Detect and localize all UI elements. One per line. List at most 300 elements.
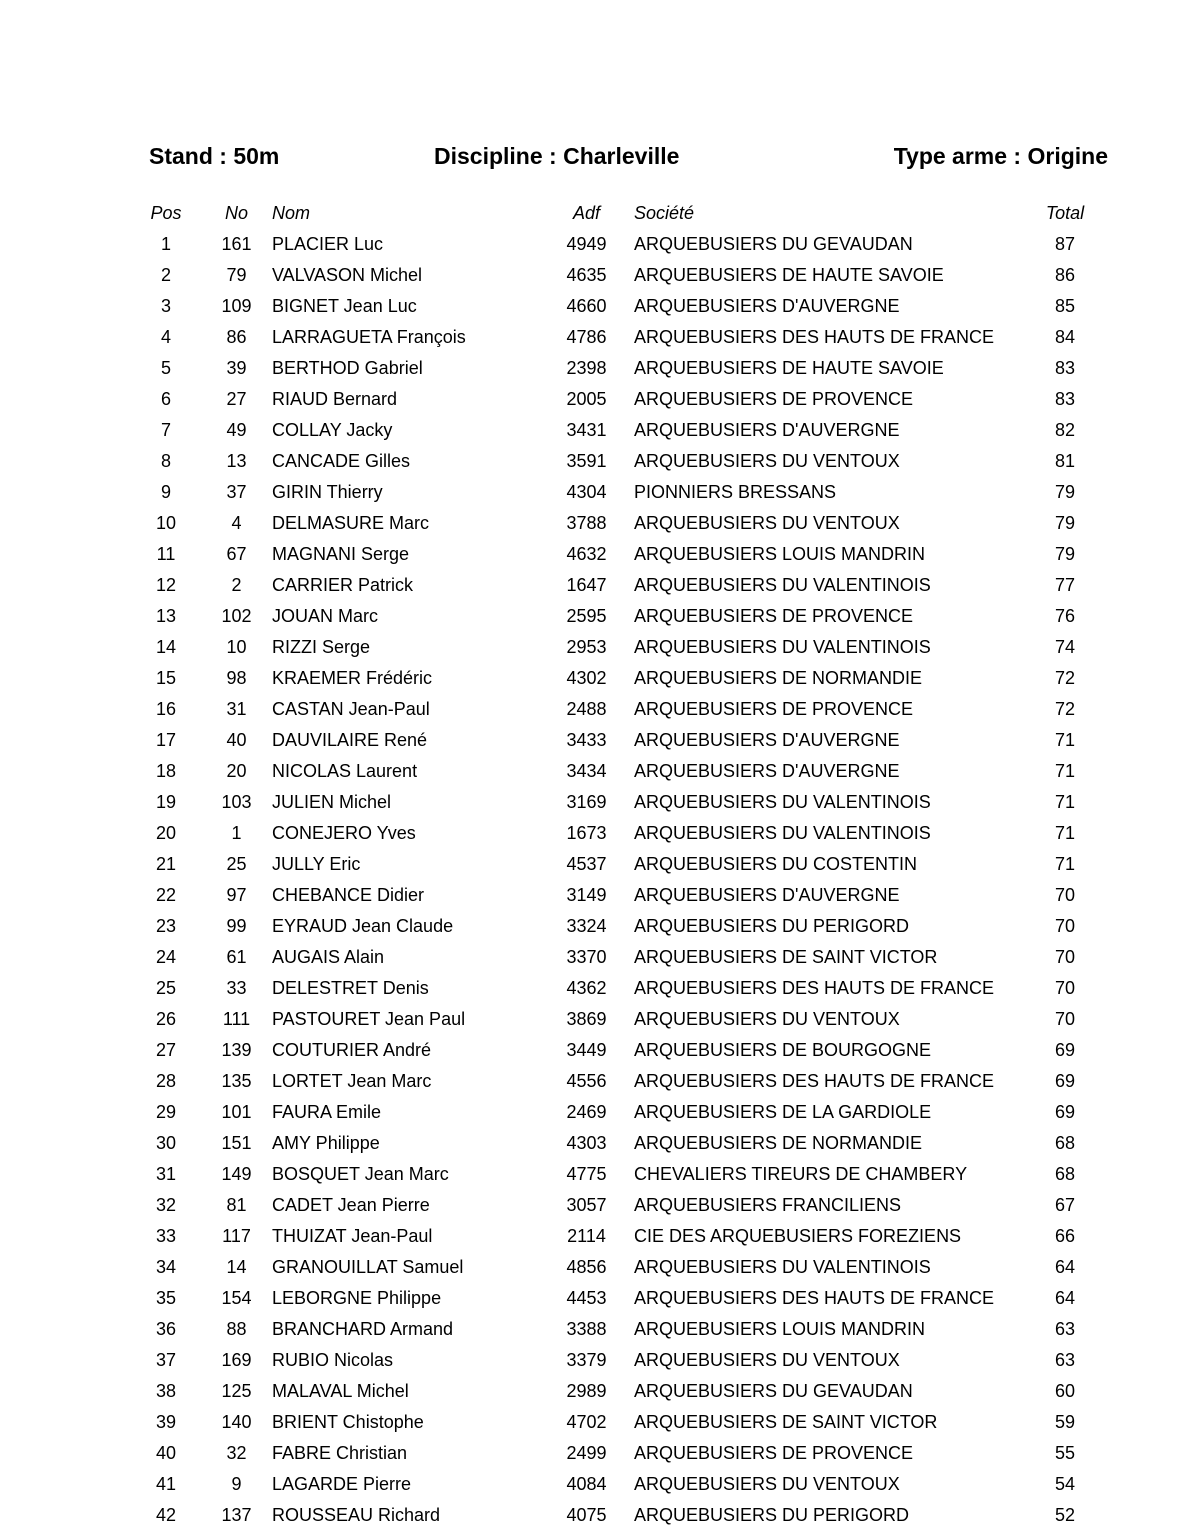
cell-nom: LAGARDE Pierre	[272, 1474, 412, 1494]
cell-societe: ARQUEBUSIERS LOUIS MANDRIN	[634, 1319, 926, 1339]
cell-adf: 2595	[566, 606, 607, 626]
cell-pos: 21	[155, 854, 177, 874]
cell-no: 27	[226, 389, 247, 409]
table-row	[131, 1159, 1101, 1190]
cell-total: 64	[1054, 1288, 1076, 1308]
cell-societe: ARQUEBUSIERS DE HAUTE SAVOIE	[634, 265, 944, 285]
cell-nom: COUTURIER André	[272, 1040, 432, 1060]
cell-no: 102	[221, 606, 252, 626]
cell-societe: ARQUEBUSIERS DES HAUTS DE FRANCE	[634, 327, 995, 347]
cell-no: 109	[221, 296, 252, 316]
cell-adf: 2488	[566, 699, 607, 719]
cell-nom: ROUSSEAU Richard	[272, 1505, 441, 1525]
column-header-nom: Nom	[272, 203, 311, 223]
table-row	[131, 1035, 1101, 1066]
cell-nom: AUGAIS Alain	[272, 947, 385, 967]
cell-adf: 4453	[566, 1288, 607, 1308]
table-row	[131, 229, 1101, 260]
cell-total: 77	[1054, 575, 1076, 595]
cell-adf: 3449	[566, 1040, 607, 1060]
cell-total: 70	[1054, 885, 1076, 905]
cell-adf: 4084	[566, 1474, 607, 1494]
cell-pos: 37	[155, 1350, 177, 1370]
cell-pos: 25	[155, 978, 177, 998]
cell-pos: 8	[160, 451, 171, 471]
table-row	[131, 508, 1101, 539]
column-header-societe: Société	[634, 203, 695, 223]
cell-no: 1	[231, 823, 242, 843]
cell-total: 83	[1054, 389, 1076, 409]
cell-pos: 31	[155, 1164, 177, 1184]
cell-pos: 29	[155, 1102, 177, 1122]
cell-pos: 42	[155, 1505, 177, 1525]
cell-societe: CIE DES ARQUEBUSIERS FOREZIENS	[634, 1226, 962, 1246]
cell-pos: 27	[155, 1040, 177, 1060]
cell-pos: 40	[155, 1443, 177, 1463]
cell-no: 151	[221, 1133, 252, 1153]
cell-no: 117	[222, 1226, 251, 1246]
cell-pos: 39	[155, 1412, 177, 1432]
table-row	[131, 1221, 1101, 1252]
cell-nom: BRANCHARD Armand	[272, 1319, 454, 1339]
cell-total: 86	[1054, 265, 1076, 285]
cell-nom: JULIEN Michel	[272, 792, 392, 812]
cell-pos: 34	[155, 1257, 177, 1277]
cell-societe: ARQUEBUSIERS LOUIS MANDRIN	[634, 544, 926, 564]
cell-no: 111	[222, 1009, 251, 1029]
cell-adf: 3370	[566, 947, 607, 967]
cell-no: 13	[226, 451, 247, 471]
cell-nom: KRAEMER Frédéric	[272, 668, 433, 688]
cell-no: 25	[226, 854, 247, 874]
results-table-body	[131, 229, 1101, 1531]
cell-adf: 2499	[566, 1443, 607, 1463]
cell-nom: MAGNANI Serge	[272, 544, 410, 564]
cell-total: 55	[1054, 1443, 1076, 1463]
cell-no: 101	[221, 1102, 252, 1122]
cell-total: 52	[1054, 1505, 1076, 1525]
cell-total: 70	[1054, 1009, 1076, 1029]
cell-nom: DAUVILAIRE René	[272, 730, 428, 750]
cell-adf: 2989	[566, 1381, 607, 1401]
cell-nom: RUBIO Nicolas	[272, 1350, 394, 1370]
table-row	[131, 818, 1101, 849]
cell-societe: ARQUEBUSIERS DU GEVAUDAN	[634, 234, 913, 254]
cell-total: 64	[1054, 1257, 1076, 1277]
cell-no: 31	[226, 699, 247, 719]
cell-societe: ARQUEBUSIERS FRANCILIENS	[634, 1195, 902, 1215]
cell-societe: ARQUEBUSIERS D'AUVERGNE	[634, 885, 900, 905]
cell-total: 76	[1054, 606, 1076, 626]
cell-nom: NICOLAS Laurent	[272, 761, 418, 781]
cell-total: 84	[1054, 327, 1076, 347]
cell-nom: BRIENT Chistophe	[272, 1412, 424, 1432]
table-row	[131, 663, 1101, 694]
cell-adf: 3149	[566, 885, 607, 905]
cell-pos: 14	[155, 637, 177, 657]
cell-adf: 4303	[566, 1133, 607, 1153]
cell-societe: ARQUEBUSIERS DE PROVENCE	[634, 699, 914, 719]
cell-societe: ARQUEBUSIERS DU VALENTINOIS	[634, 1257, 931, 1277]
cell-nom: THUIZAT Jean-Paul	[272, 1226, 433, 1246]
table-row	[131, 1438, 1101, 1469]
cell-total: 69	[1054, 1040, 1076, 1060]
cell-pos: 15	[155, 668, 177, 688]
cell-pos: 11	[156, 544, 176, 564]
cell-societe: ARQUEBUSIERS D'AUVERGNE	[634, 730, 900, 750]
cell-pos: 17	[155, 730, 177, 750]
cell-nom: DELMASURE Marc	[272, 513, 430, 533]
cell-societe: ARQUEBUSIERS DU VENTOUX	[634, 1350, 900, 1370]
cell-no: 99	[226, 916, 247, 936]
table-row	[131, 911, 1101, 942]
cell-total: 82	[1054, 420, 1076, 440]
cell-no: 149	[221, 1164, 252, 1184]
cell-no: 20	[226, 761, 247, 781]
header-row	[131, 198, 1101, 229]
table-row	[131, 632, 1101, 663]
cell-no: 37	[226, 482, 247, 502]
cell-no: 2	[231, 575, 242, 595]
table-row	[131, 942, 1101, 973]
table-row	[131, 756, 1101, 787]
cell-total: 63	[1054, 1350, 1076, 1370]
cell-societe: ARQUEBUSIERS DES HAUTS DE FRANCE	[634, 1071, 995, 1091]
cell-adf: 2398	[566, 358, 607, 378]
cell-total: 69	[1054, 1102, 1076, 1122]
cell-adf: 3433	[566, 730, 607, 750]
cell-pos: 26	[155, 1009, 177, 1029]
table-row	[131, 1500, 1101, 1531]
column-header-adf: Adf	[572, 203, 601, 223]
cell-no: 49	[226, 420, 247, 440]
cell-pos: 3	[160, 296, 171, 316]
cell-adf: 4856	[566, 1257, 607, 1277]
cell-adf: 3591	[566, 451, 607, 471]
table-row	[131, 1407, 1101, 1438]
cell-total: 69	[1054, 1071, 1076, 1091]
cell-societe: ARQUEBUSIERS DE NORMANDIE	[634, 668, 923, 688]
cell-societe: ARQUEBUSIERS DU PERIGORD	[634, 1505, 910, 1525]
cell-pos: 7	[160, 420, 171, 440]
cell-societe: ARQUEBUSIERS DE SAINT VICTOR	[634, 1412, 938, 1432]
cell-no: 79	[226, 265, 247, 285]
cell-no: 140	[221, 1412, 252, 1432]
cell-societe: ARQUEBUSIERS DU VALENTINOIS	[634, 575, 931, 595]
cell-total: 71	[1054, 761, 1076, 781]
cell-pos: 33	[155, 1226, 177, 1246]
cell-no: 88	[226, 1319, 247, 1339]
cell-adf: 4635	[566, 265, 607, 285]
cell-adf: 4702	[566, 1412, 607, 1432]
cell-total: 71	[1054, 792, 1076, 812]
table-row	[131, 477, 1101, 508]
cell-societe: ARQUEBUSIERS DE LA GARDIOLE	[634, 1102, 932, 1122]
cell-nom: CADET Jean Pierre	[272, 1195, 430, 1215]
cell-adf: 3869	[566, 1009, 607, 1029]
table-row	[131, 384, 1101, 415]
cell-pos: 36	[155, 1319, 177, 1339]
cell-nom: GIRIN Thierry	[272, 482, 383, 502]
cell-nom: DELESTRET Denis	[272, 978, 429, 998]
table-row	[131, 260, 1101, 291]
results-table	[131, 198, 1101, 1531]
cell-pos: 9	[160, 482, 171, 502]
cell-societe: PIONNIERS BRESSANS	[634, 482, 837, 502]
cell-societe: ARQUEBUSIERS DE NORMANDIE	[634, 1133, 923, 1153]
cell-pos: 5	[160, 358, 171, 378]
cell-nom: CHEBANCE Didier	[272, 885, 425, 905]
cell-total: 71	[1054, 730, 1076, 750]
table-row	[131, 446, 1101, 477]
cell-no: 125	[221, 1381, 252, 1401]
table-row	[131, 1097, 1101, 1128]
cell-no: 81	[226, 1195, 247, 1215]
cell-societe: ARQUEBUSIERS DE PROVENCE	[634, 389, 914, 409]
table-row	[131, 1128, 1101, 1159]
cell-no: 169	[221, 1350, 252, 1370]
cell-nom: LORTET Jean Marc	[272, 1071, 432, 1091]
cell-total: 63	[1054, 1319, 1076, 1339]
table-row	[131, 973, 1101, 1004]
table-row	[131, 849, 1101, 880]
cell-total: 79	[1054, 544, 1076, 564]
table-row	[131, 1376, 1101, 1407]
table-row	[131, 1283, 1101, 1314]
cell-adf: 4660	[566, 296, 607, 316]
cell-total: 72	[1054, 699, 1076, 719]
cell-pos: 23	[155, 916, 177, 936]
cell-adf: 3388	[566, 1319, 607, 1339]
cell-no: 154	[221, 1288, 252, 1308]
cell-nom: RIAUD Bernard	[272, 389, 398, 409]
cell-adf: 3324	[566, 916, 607, 936]
cell-societe: ARQUEBUSIERS DU VENTOUX	[634, 1474, 900, 1494]
cell-adf: 4775	[566, 1164, 607, 1184]
column-header-pos: Pos	[150, 203, 182, 223]
cell-societe: ARQUEBUSIERS DU VALENTINOIS	[634, 637, 931, 657]
cell-societe: CHEVALIERS TIREURS DE CHAMBERY	[634, 1164, 968, 1184]
cell-nom: JOUAN Marc	[272, 606, 379, 626]
cell-adf: 2005	[566, 389, 607, 409]
cell-societe: ARQUEBUSIERS DU VALENTINOIS	[634, 823, 931, 843]
cell-nom: MALAVAL Michel	[272, 1381, 409, 1401]
cell-pos: 28	[155, 1071, 177, 1091]
cell-nom: JULLY Eric	[272, 854, 361, 874]
cell-no: 103	[221, 792, 252, 812]
table-row	[131, 539, 1101, 570]
cell-total: 67	[1054, 1195, 1076, 1215]
weapon-type-heading: Type arme : Origine	[893, 143, 1108, 169]
cell-nom: COLLAY Jacky	[272, 420, 393, 440]
cell-pos: 30	[155, 1133, 177, 1153]
cell-adf: 3434	[566, 761, 607, 781]
table-row	[131, 880, 1101, 911]
cell-societe: ARQUEBUSIERS DE PROVENCE	[634, 1443, 914, 1463]
cell-no: 161	[221, 234, 252, 254]
table-row	[131, 353, 1101, 384]
cell-pos: 12	[155, 575, 177, 595]
column-header-total: Total	[1045, 203, 1085, 223]
cell-no: 86	[226, 327, 247, 347]
cell-no: 40	[226, 730, 247, 750]
cell-total: 79	[1054, 482, 1076, 502]
cell-no: 135	[221, 1071, 252, 1091]
cell-societe: ARQUEBUSIERS DU VENTOUX	[634, 1009, 900, 1029]
cell-adf: 3057	[566, 1195, 607, 1215]
cell-no: 9	[231, 1474, 242, 1494]
cell-adf: 4304	[566, 482, 607, 502]
table-row	[131, 415, 1101, 446]
cell-adf: 3379	[566, 1350, 607, 1370]
cell-pos: 22	[155, 885, 177, 905]
cell-total: 59	[1054, 1412, 1076, 1432]
cell-no: 39	[226, 358, 247, 378]
cell-nom: EYRAUD Jean Claude	[272, 916, 454, 936]
column-header-no: No	[224, 203, 248, 223]
cell-pos: 2	[160, 265, 171, 285]
table-row	[131, 570, 1101, 601]
cell-nom: BOSQUET Jean Marc	[272, 1164, 449, 1184]
cell-adf: 4556	[566, 1071, 607, 1091]
cell-pos: 1	[160, 234, 171, 254]
table-row	[131, 1345, 1101, 1376]
cell-pos: 41	[155, 1474, 177, 1494]
cell-societe: ARQUEBUSIERS DU GEVAUDAN	[634, 1381, 913, 1401]
cell-total: 79	[1054, 513, 1076, 533]
cell-adf: 1647	[566, 575, 607, 595]
cell-total: 60	[1054, 1381, 1076, 1401]
cell-pos: 35	[155, 1288, 177, 1308]
stand-heading: Stand : 50m	[149, 143, 280, 169]
cell-no: 14	[226, 1257, 247, 1277]
cell-societe: ARQUEBUSIERS DU PERIGORD	[634, 916, 910, 936]
cell-no: 97	[226, 885, 247, 905]
cell-no: 98	[226, 668, 247, 688]
results-table-header	[131, 198, 1101, 229]
cell-total: 72	[1054, 668, 1076, 688]
cell-adf: 4632	[566, 544, 607, 564]
cell-societe: ARQUEBUSIERS DES HAUTS DE FRANCE	[634, 978, 995, 998]
cell-societe: ARQUEBUSIERS D'AUVERGNE	[634, 296, 900, 316]
table-row	[131, 694, 1101, 725]
cell-total: 71	[1054, 823, 1076, 843]
table-row	[131, 1190, 1101, 1221]
cell-pos: 19	[155, 792, 177, 812]
table-row	[131, 725, 1101, 756]
cell-adf: 3788	[566, 513, 607, 533]
cell-societe: ARQUEBUSIERS DE SAINT VICTOR	[634, 947, 938, 967]
table-row	[131, 1066, 1101, 1097]
cell-adf: 3169	[566, 792, 607, 812]
cell-no: 10	[226, 637, 247, 657]
table-row	[131, 1252, 1101, 1283]
table-row	[131, 322, 1101, 353]
cell-adf: 2953	[566, 637, 607, 657]
cell-societe: ARQUEBUSIERS D'AUVERGNE	[634, 761, 900, 781]
cell-total: 74	[1054, 637, 1076, 657]
cell-nom: GRANOUILLAT Samuel	[272, 1257, 464, 1277]
cell-adf: 4786	[566, 327, 607, 347]
cell-adf: 4302	[566, 668, 607, 688]
table-row	[131, 787, 1101, 818]
table-row	[131, 601, 1101, 632]
cell-nom: PLACIER Luc	[272, 234, 384, 254]
cell-no: 137	[221, 1505, 252, 1525]
cell-nom: CARRIER Patrick	[272, 575, 414, 595]
cell-adf: 2114	[567, 1226, 606, 1246]
table-row	[131, 1004, 1101, 1035]
cell-pos: 13	[155, 606, 177, 626]
cell-societe: ARQUEBUSIERS DU VENTOUX	[634, 513, 900, 533]
cell-adf: 3431	[566, 420, 607, 440]
cell-adf: 4362	[566, 978, 607, 998]
cell-no: 33	[226, 978, 247, 998]
cell-pos: 38	[155, 1381, 177, 1401]
cell-pos: 18	[155, 761, 177, 781]
cell-adf: 1673	[566, 823, 607, 843]
cell-no: 139	[221, 1040, 252, 1060]
cell-pos: 6	[160, 389, 171, 409]
cell-no: 4	[231, 513, 242, 533]
cell-nom: PASTOURET Jean Paul	[272, 1009, 466, 1029]
cell-nom: CASTAN Jean-Paul	[272, 699, 430, 719]
cell-societe: ARQUEBUSIERS D'AUVERGNE	[634, 420, 900, 440]
table-row	[131, 1469, 1101, 1500]
cell-total: 54	[1054, 1474, 1076, 1494]
cell-total: 70	[1054, 978, 1076, 998]
cell-total: 70	[1054, 947, 1076, 967]
cell-total: 87	[1054, 234, 1076, 254]
cell-societe: ARQUEBUSIERS DE HAUTE SAVOIE	[634, 358, 944, 378]
cell-nom: VALVASON Michel	[272, 265, 423, 285]
cell-nom: AMY Philippe	[272, 1133, 380, 1153]
cell-nom: BIGNET Jean Luc	[272, 296, 417, 316]
cell-total: 66	[1054, 1226, 1076, 1246]
cell-adf: 2469	[566, 1102, 607, 1122]
cell-no: 61	[226, 947, 247, 967]
cell-nom: CONEJERO Yves	[272, 823, 416, 843]
cell-nom: BERTHOD Gabriel	[272, 358, 423, 378]
cell-nom: LARRAGUETA François	[272, 327, 466, 347]
cell-pos: 24	[155, 947, 177, 967]
cell-adf: 4075	[566, 1505, 607, 1525]
cell-pos: 32	[155, 1195, 177, 1215]
cell-total: 68	[1054, 1164, 1076, 1184]
cell-nom: CANCADE Gilles	[272, 451, 411, 471]
cell-societe: ARQUEBUSIERS DES HAUTS DE FRANCE	[634, 1288, 995, 1308]
table-row	[131, 291, 1101, 322]
cell-nom: FAURA Emile	[272, 1102, 382, 1122]
cell-societe: ARQUEBUSIERS DU VENTOUX	[634, 451, 900, 471]
cell-pos: 16	[155, 699, 177, 719]
cell-total: 81	[1054, 451, 1076, 471]
cell-total: 71	[1054, 854, 1076, 874]
cell-societe: ARQUEBUSIERS DE BOURGOGNE	[634, 1040, 932, 1060]
cell-societe: ARQUEBUSIERS DU COSTENTIN	[634, 854, 918, 874]
table-row	[131, 1314, 1101, 1345]
cell-total: 70	[1054, 916, 1076, 936]
cell-pos: 4	[160, 327, 171, 347]
cell-total: 68	[1054, 1133, 1076, 1153]
cell-total: 83	[1054, 358, 1076, 378]
cell-nom: LEBORGNE Philippe	[272, 1288, 442, 1308]
cell-adf: 4949	[566, 234, 607, 254]
cell-total: 85	[1054, 296, 1076, 316]
cell-no: 67	[226, 544, 247, 564]
cell-no: 32	[226, 1443, 247, 1463]
cell-nom: RIZZI Serge	[272, 637, 371, 657]
